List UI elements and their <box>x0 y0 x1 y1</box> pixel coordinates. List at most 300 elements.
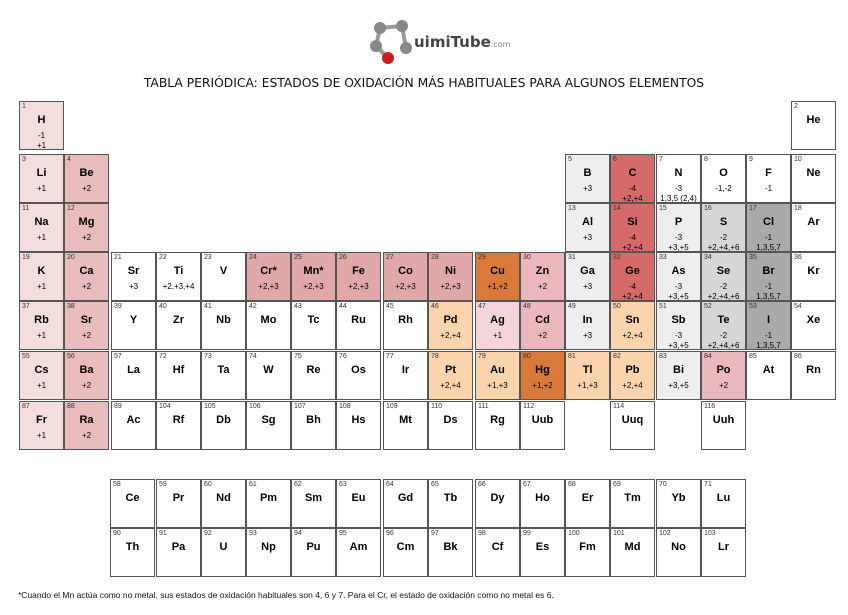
element-cell-p <box>656 203 701 252</box>
atomic-number: 73 <box>204 353 212 360</box>
element-cell-at <box>746 351 791 400</box>
oxidation-states: +3,+5 <box>668 243 689 252</box>
element-symbol: No <box>671 541 686 553</box>
oxidation-states: +2 <box>81 282 92 291</box>
element-cell-al <box>565 203 610 252</box>
atomic-number: 30 <box>523 254 531 261</box>
atomic-number: 16 <box>704 205 712 212</box>
oxidation-states: +2,+3 <box>258 282 279 291</box>
oxidation-states: +2 <box>537 282 548 291</box>
atomic-number: 53 <box>749 303 757 310</box>
element-cell-li <box>19 154 64 203</box>
atomic-number: 52 <box>704 303 712 310</box>
oxidation-states: -1 <box>37 131 46 140</box>
element-cell-cr <box>246 252 291 301</box>
element-symbol: Au <box>490 364 505 376</box>
element-symbol: Co <box>398 265 413 277</box>
atomic-number: 87 <box>22 403 30 410</box>
element-cell-tc <box>291 301 336 350</box>
element-symbol: F <box>765 167 772 179</box>
element-cell-gd <box>383 479 428 528</box>
atomic-number: 71 <box>704 481 712 488</box>
atomic-number: 93 <box>249 530 257 537</box>
element-symbol: Fe <box>352 265 365 277</box>
element-symbol: K <box>37 265 46 277</box>
atomic-number: 116 <box>704 403 716 410</box>
element-cell-fm <box>565 528 610 577</box>
element-symbol: Ho <box>535 492 550 504</box>
atomic-number: 21 <box>114 254 122 261</box>
element-symbol: B <box>583 167 592 179</box>
element-cell-md <box>610 528 655 577</box>
atomic-number: 42 <box>249 303 257 310</box>
oxidation-states: +1 <box>36 331 47 340</box>
element-cell-sb <box>656 301 701 350</box>
atomic-number: 38 <box>67 303 75 310</box>
element-symbol: Sn <box>625 314 640 326</box>
element-cell-nd <box>201 479 246 528</box>
oxidation-states: -4 <box>628 233 637 242</box>
footnote: *Cuando el Mn actúa como no metal, sus estados de oxidación habituales son 4, 6 y 7. Para el Cr, el estado de oxidación como no metal es 6. <box>18 590 554 600</box>
atomic-number: 114 <box>613 403 625 410</box>
oxidation-states: +2,+4 <box>440 381 461 390</box>
atomic-number: 37 <box>22 303 30 310</box>
element-cell-tb <box>428 479 473 528</box>
oxidation-states: +2,+4,+6 <box>707 341 740 350</box>
atomic-number: 22 <box>159 254 167 261</box>
element-symbol: Ru <box>351 314 366 326</box>
atomic-number: 112 <box>523 403 535 410</box>
atomic-number: 90 <box>113 530 121 537</box>
element-cell-cf <box>475 528 520 577</box>
element-symbol: Zn <box>535 265 550 277</box>
element-symbol: Md <box>624 541 641 553</box>
oxidation-states: -3 <box>674 282 683 291</box>
element-symbol: As <box>671 265 686 277</box>
element-symbol: Zr <box>173 314 184 326</box>
element-cell-bh <box>291 401 336 450</box>
element-symbol: Rn <box>806 364 821 376</box>
element-symbol: Mt <box>399 414 412 426</box>
atomic-number: 98 <box>478 530 486 537</box>
element-cell-na <box>19 203 64 252</box>
atomic-number: 26 <box>339 254 347 261</box>
element-symbol: P <box>674 216 683 228</box>
atomic-number: 46 <box>431 303 439 310</box>
atomic-number: 1 <box>22 103 26 110</box>
oxidation-states: 1,3,5,7 <box>756 292 781 301</box>
oxidation-states: +2,+4,+6 <box>707 292 740 301</box>
logo-wordmark <box>414 33 510 51</box>
oxidation-states: +2,+3,+4 <box>162 282 195 291</box>
element-cell-in <box>565 301 610 350</box>
element-cell-hg <box>520 351 565 400</box>
atomic-number: 61 <box>249 481 257 488</box>
atomic-number: 92 <box>204 530 212 537</box>
element-symbol: Pt <box>445 364 456 376</box>
element-symbol: Nd <box>216 492 231 504</box>
logo-brand-text: uimiTube <box>414 33 491 51</box>
atomic-number: 31 <box>568 254 576 261</box>
element-symbol: Np <box>261 541 276 553</box>
element-cell-la <box>111 351 156 400</box>
element-symbol: U <box>219 541 228 553</box>
element-symbol: Ca <box>79 265 94 277</box>
element-cell-n <box>656 154 701 203</box>
oxidation-states: +3 <box>582 184 593 193</box>
element-cell-mn <box>291 252 336 301</box>
element-symbol: Y <box>129 314 138 326</box>
element-symbol: Es <box>535 541 550 553</box>
element-symbol: Pd <box>443 314 458 326</box>
element-cell-si <box>610 203 655 252</box>
element-cell-am <box>336 528 381 577</box>
element-cell-no <box>656 528 701 577</box>
atomic-number: 103 <box>704 530 716 537</box>
element-cell-rg <box>475 401 520 450</box>
atomic-number: 86 <box>794 353 802 360</box>
element-cell-zn <box>520 252 565 301</box>
atomic-number: 2 <box>794 103 798 110</box>
element-cell-mg <box>64 203 109 252</box>
element-symbol: Rb <box>34 314 49 326</box>
element-symbol: W <box>263 364 274 376</box>
atomic-number: 39 <box>114 303 122 310</box>
element-cell-ru <box>336 301 381 350</box>
oxidation-states: +1,+2 <box>532 381 553 390</box>
element-cell-cd <box>520 301 565 350</box>
atomic-number: 81 <box>568 353 576 360</box>
oxidation-states: +1,+3 <box>487 381 508 390</box>
atomic-number: 67 <box>523 481 531 488</box>
oxidation-states: +1,+2 <box>487 282 508 291</box>
element-cell-ne <box>791 154 836 203</box>
element-symbol: Bk <box>443 541 458 553</box>
element-cell-fe <box>336 252 381 301</box>
element-cell-ds <box>428 401 473 450</box>
element-cell-ho <box>520 479 565 528</box>
element-cell-ti <box>156 252 201 301</box>
oxidation-states: -3 <box>674 184 683 193</box>
element-symbol: Yb <box>671 492 686 504</box>
atomic-number: 75 <box>294 353 302 360</box>
element-symbol: He <box>806 114 821 126</box>
atomic-number: 24 <box>249 254 257 261</box>
atomic-number: 64 <box>386 481 394 488</box>
element-cell-au <box>475 351 520 400</box>
atomic-number: 25 <box>294 254 302 261</box>
atomic-number: 47 <box>478 303 486 310</box>
element-cell-be <box>64 154 109 203</box>
oxidation-states: 1,3,5,7 <box>756 341 781 350</box>
element-symbol: Be <box>79 167 94 179</box>
element-cell-lr <box>701 528 746 577</box>
element-symbol: Gd <box>397 492 414 504</box>
oxidation-states: +1 <box>36 233 47 242</box>
oxidation-states: +2 <box>718 381 729 390</box>
atomic-number: 6 <box>613 156 617 163</box>
atomic-number: 104 <box>159 403 171 410</box>
atomic-number: 50 <box>613 303 621 310</box>
oxidation-states: -2 <box>719 233 728 242</box>
oxidation-states: +3 <box>582 233 593 242</box>
element-cell-ta <box>201 351 246 400</box>
atomic-number: 96 <box>386 530 394 537</box>
atomic-number: 110 <box>431 403 443 410</box>
element-symbol: Cd <box>535 314 550 326</box>
oxidation-states: +2,+4 <box>622 243 643 252</box>
element-cell-co <box>383 252 428 301</box>
atomic-number: 108 <box>339 403 351 410</box>
element-cell-sm <box>291 479 336 528</box>
oxidation-states: +1 <box>36 282 47 291</box>
element-symbol: Hs <box>351 414 366 426</box>
element-cell-ba <box>64 351 109 400</box>
element-cell-hf <box>156 351 201 400</box>
atomic-number: 99 <box>523 530 531 537</box>
element-symbol: Ce <box>125 492 140 504</box>
element-symbol: Mn* <box>303 265 324 277</box>
element-symbol: Ba <box>79 364 94 376</box>
element-cell-mt <box>383 401 428 450</box>
element-symbol: Te <box>717 314 730 326</box>
oxidation-states: -1 <box>764 184 773 193</box>
oxidation-states: +3 <box>582 282 593 291</box>
element-cell-i <box>746 301 791 350</box>
element-cell-eu <box>336 479 381 528</box>
element-symbol: H <box>37 114 46 126</box>
oxidation-states: +2 <box>81 184 92 193</box>
element-cell-u <box>201 528 246 577</box>
element-symbol: I <box>766 314 771 326</box>
element-cell-po <box>701 351 746 400</box>
oxidation-states: -3 <box>674 331 683 340</box>
element-cell-rh <box>383 301 428 350</box>
element-cell-xe <box>791 301 836 350</box>
element-symbol: Bi <box>673 364 684 376</box>
atomic-number: 102 <box>659 530 671 537</box>
atomic-number: 29 <box>478 254 486 261</box>
element-symbol: Lu <box>716 492 731 504</box>
atomic-number: 40 <box>159 303 167 310</box>
oxidation-states: +1 <box>492 331 503 340</box>
oxidation-states: +3,+5 <box>668 292 689 301</box>
oxidation-states: +1,+3 <box>577 381 598 390</box>
atomic-number: 12 <box>67 205 75 212</box>
element-cell-o <box>701 154 746 203</box>
element-symbol: Ga <box>580 265 595 277</box>
atomic-number: 45 <box>386 303 394 310</box>
element-symbol: Ag <box>490 314 505 326</box>
atomic-number: 17 <box>749 205 757 212</box>
element-cell-ce <box>110 479 155 528</box>
element-symbol: La <box>127 364 140 376</box>
element-symbol: Ac <box>126 414 141 426</box>
element-symbol: Rg <box>490 414 505 426</box>
element-symbol: Fm <box>579 541 596 553</box>
atomic-number: 11 <box>22 205 30 212</box>
element-symbol: Cm <box>396 541 415 553</box>
element-symbol: Xe <box>806 314 821 326</box>
element-symbol: Sg <box>261 414 276 426</box>
element-cell-ag <box>475 301 520 350</box>
oxidation-states: -1 <box>764 233 773 242</box>
element-symbol: Tl <box>582 364 593 376</box>
atomic-number: 7 <box>659 156 663 163</box>
element-cell-os <box>336 351 381 400</box>
atomic-number: 36 <box>794 254 802 261</box>
oxidation-states: +2 <box>81 331 92 340</box>
oxidation-states: -3 <box>674 233 683 242</box>
oxidation-states: +3,+5 <box>668 381 689 390</box>
atomic-number: 89 <box>114 403 122 410</box>
element-symbol: Sr <box>127 265 140 277</box>
element-cell-nb <box>201 301 246 350</box>
element-cell-ca <box>64 252 109 301</box>
element-cell-es <box>520 528 565 577</box>
element-cell-ra <box>64 401 109 450</box>
element-cell-k <box>19 252 64 301</box>
element-symbol: Hf <box>172 364 185 376</box>
oxidation-states: +1 <box>36 381 47 390</box>
element-symbol: Os <box>351 364 366 376</box>
element-symbol: Eu <box>351 492 366 504</box>
atomic-number: 66 <box>478 481 486 488</box>
atomic-number: 33 <box>659 254 667 261</box>
element-cell-pt <box>428 351 473 400</box>
element-symbol: Mo <box>260 314 277 326</box>
element-cell-w <box>246 351 291 400</box>
element-cell-he <box>791 101 836 150</box>
oxidation-states: +2,+4 <box>440 331 461 340</box>
atomic-number: 111 <box>478 403 489 410</box>
element-cell-uub <box>520 401 565 450</box>
atomic-number: 62 <box>294 481 302 488</box>
atomic-number: 78 <box>431 353 439 360</box>
oxidation-states: +2 <box>537 331 548 340</box>
oxidation-states: +1 <box>36 431 47 440</box>
oxidation-states: +2,+3 <box>395 282 416 291</box>
element-symbol: Pm <box>259 492 278 504</box>
oxidation-states: 1,3,5 (2,4) <box>660 194 697 203</box>
oxidation-states: +3 <box>128 282 139 291</box>
element-symbol: Cl <box>763 216 774 228</box>
oxidation-states: +3 <box>582 331 593 340</box>
atomic-number: 44 <box>339 303 347 310</box>
atomic-number: 97 <box>431 530 439 537</box>
atomic-number: 3 <box>22 156 26 163</box>
oxidation-states: +2,+4 <box>622 381 643 390</box>
element-symbol: S <box>719 216 728 228</box>
atomic-number: 107 <box>294 403 306 410</box>
element-cell-pb <box>610 351 655 400</box>
oxidation-states: 1,3,5,7 <box>756 243 781 252</box>
element-cell-c <box>610 154 655 203</box>
element-symbol: Cf <box>491 541 504 553</box>
element-cell-lu <box>701 479 746 528</box>
element-cell-br <box>746 252 791 301</box>
element-symbol: Pr <box>172 492 185 504</box>
element-symbol: Am <box>349 541 368 553</box>
atomic-number: 100 <box>568 530 580 537</box>
atomic-number: 4 <box>67 156 71 163</box>
element-cell-re <box>291 351 336 400</box>
element-symbol: Th <box>125 541 140 553</box>
atomic-number: 27 <box>386 254 394 261</box>
oxidation-states: +2,+4,+6 <box>707 243 740 252</box>
element-cell-ac <box>111 401 156 450</box>
atomic-number: 18 <box>794 205 802 212</box>
atomic-number: 43 <box>294 303 302 310</box>
element-symbol: Na <box>34 216 49 228</box>
element-symbol: Tb <box>443 492 458 504</box>
element-cell-bi <box>656 351 701 400</box>
atomic-number: 34 <box>704 254 712 261</box>
oxidation-states: -1 <box>764 331 773 340</box>
element-cell-yb <box>656 479 701 528</box>
atomic-number: 23 <box>204 254 212 261</box>
atomic-number: 94 <box>294 530 302 537</box>
element-cell-kr <box>791 252 836 301</box>
element-cell-y <box>111 301 156 350</box>
atomic-number: 70 <box>659 481 667 488</box>
element-cell-dy <box>475 479 520 528</box>
oxidation-states: +2 <box>81 233 92 242</box>
element-symbol: Mg <box>78 216 95 228</box>
atomic-number: 20 <box>67 254 75 261</box>
element-cell-bk <box>428 528 473 577</box>
atomic-number: 49 <box>568 303 576 310</box>
element-cell-pd <box>428 301 473 350</box>
atomic-number: 79 <box>478 353 486 360</box>
element-symbol: Sb <box>671 314 686 326</box>
element-symbol: Hg <box>535 364 550 376</box>
element-symbol: Ds <box>443 414 458 426</box>
element-cell-sn <box>610 301 655 350</box>
atomic-number: 106 <box>249 403 261 410</box>
atomic-number: 69 <box>613 481 621 488</box>
element-symbol: Rh <box>398 314 413 326</box>
element-cell-pa <box>156 528 201 577</box>
atomic-number: 59 <box>159 481 167 488</box>
element-cell-sg <box>246 401 291 450</box>
element-symbol: V <box>219 265 228 277</box>
atomic-number: 65 <box>431 481 439 488</box>
element-symbol: Er <box>581 492 594 504</box>
element-symbol: Tm <box>624 492 641 504</box>
element-cell-pr <box>156 479 201 528</box>
element-symbol: Br <box>762 265 775 277</box>
atomic-number: 105 <box>204 403 216 410</box>
oxidation-states: -1,-2 <box>715 184 732 193</box>
atomic-number: 101 <box>613 530 625 537</box>
atomic-number: 57 <box>114 353 122 360</box>
element-symbol: Fr <box>36 414 47 426</box>
element-symbol: At <box>762 364 775 376</box>
atomic-number: 14 <box>613 205 621 212</box>
oxidation-states: +2,+4 <box>622 194 643 203</box>
element-symbol: Cs <box>34 364 49 376</box>
atomic-number: 13 <box>568 205 576 212</box>
atomic-number: 9 <box>749 156 753 163</box>
element-cell-uuq <box>610 401 655 450</box>
element-cell-as <box>656 252 701 301</box>
element-symbol: Nb <box>216 314 231 326</box>
element-symbol: Lr <box>718 541 729 553</box>
atomic-number: 63 <box>339 481 347 488</box>
element-cell-ar <box>791 203 836 252</box>
element-symbol: Dy <box>490 492 505 504</box>
